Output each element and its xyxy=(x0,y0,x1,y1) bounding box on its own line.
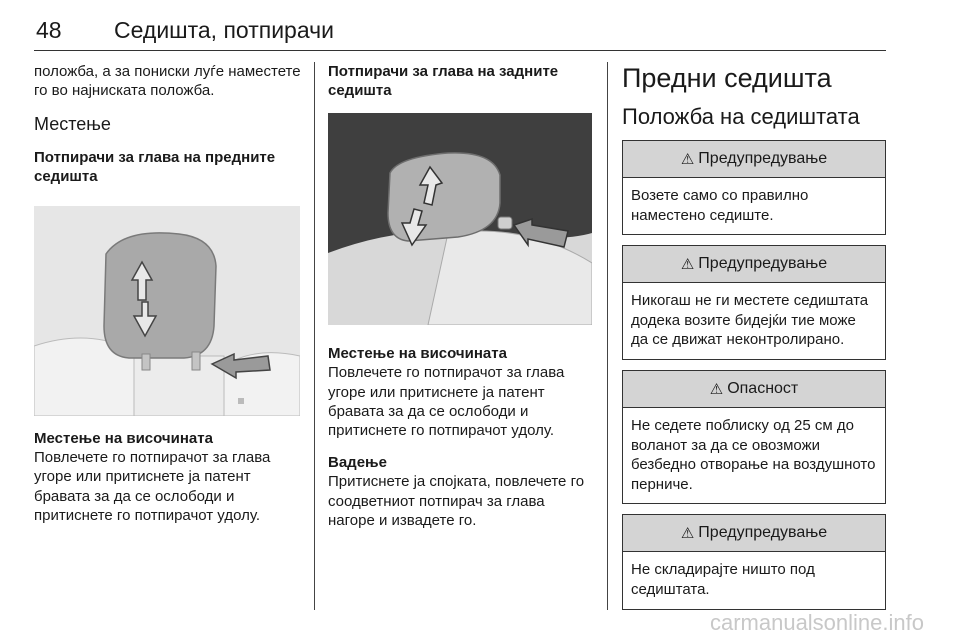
column-divider xyxy=(607,62,608,610)
rear-headrest-figure xyxy=(328,113,592,325)
removal-title: Вадење xyxy=(328,453,387,471)
subsection-title: Потпирачи за глава на предните седишта xyxy=(34,148,276,186)
figure-caption-title: Местење на височината xyxy=(34,429,213,447)
warning-triangle-icon: ⚠ xyxy=(680,151,695,168)
warning-box-header xyxy=(623,515,885,552)
figure-caption-text: Повлечете го потпирачот за глава угоре или притиснете ја патент бравата за да се ослободи и притиснете го потпирачот удолу. xyxy=(34,449,271,525)
page-header xyxy=(34,0,886,51)
warning-box xyxy=(622,140,886,235)
warning-box xyxy=(622,245,886,360)
warning-box-label: Предупредување xyxy=(698,255,828,273)
danger-box-text: Не седете поблиску од 25 см до воланот за да се овозможи безбедно отворање на воздушното перниче. xyxy=(631,416,876,493)
warning-box-header xyxy=(623,141,885,178)
warning-box-text: Никогаш не ги местете седиштата додека возите бидејќи тие може да се движат неконтролирано. xyxy=(631,292,869,349)
warning-box-header xyxy=(623,246,885,283)
figure-caption-title: Местење на височината xyxy=(328,344,507,362)
warning-box-label: Предупредување xyxy=(698,150,828,167)
chapter-title: Седишта, потпирачи xyxy=(114,17,334,43)
intro-text: положба, а за пониски луѓе наместете го во најниската положба. xyxy=(34,63,301,100)
page-number: 48 xyxy=(36,17,62,43)
warning-box xyxy=(622,514,886,609)
subsection-title: Потпирачи за глава на задните седишта xyxy=(328,63,559,100)
warning-triangle-icon: ⚠ xyxy=(680,525,695,543)
warning-box-text: Возете само со правилно наместено седиште. xyxy=(631,187,809,224)
column-right xyxy=(622,62,886,610)
column-divider xyxy=(314,62,315,610)
front-headrest-figure xyxy=(34,206,300,416)
danger-box-header xyxy=(623,371,885,408)
column-left xyxy=(34,62,302,526)
column-middle xyxy=(328,62,594,530)
watermark: carmanualsonline.info xyxy=(709,610,924,635)
warning-triangle-icon: ⚠ xyxy=(680,256,695,274)
section-title: Местење xyxy=(34,113,111,134)
warning-box-text: Не складирајте ништо под седиштата. xyxy=(631,561,815,598)
section-title: Предни седишта xyxy=(622,63,832,93)
danger-box xyxy=(622,370,886,504)
figure-caption-text: Повлечете го потпирачот за глава угоре или притиснете ја патент бравата за да се ослободи и притиснете го потпирачот удолу. xyxy=(328,364,565,440)
subsection-title: Положба на седиштата xyxy=(622,104,860,129)
danger-box-label: Опасност xyxy=(727,379,799,397)
warning-box-label: Предупредување xyxy=(698,524,828,542)
warning-triangle-icon: ⚠ xyxy=(709,380,724,398)
removal-text: Притиснете ја спојката, повлечете го соодветниот потпирач за глава нагоре и извадете го. xyxy=(328,473,585,530)
